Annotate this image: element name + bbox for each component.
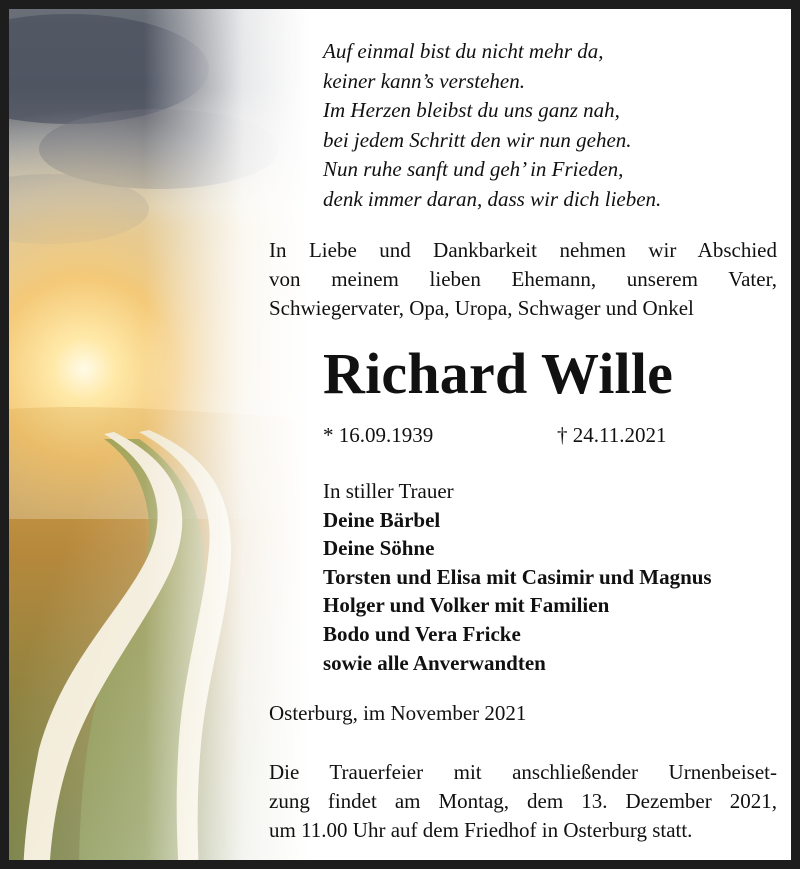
ceremony-line: Die Trauerfeier mit anschließender Urnenbeiset- — [269, 760, 777, 784]
ceremony-info — [269, 758, 777, 845]
mourner-name: Torsten und Elisa mit Casimir und Magnus — [323, 564, 712, 589]
poem-line: bei jedem Schritt den wir nun gehen. — [323, 127, 632, 152]
mourner-name: Holger und Volker mit Familien — [323, 593, 610, 618]
poem-line: keiner kann’s verstehen. — [323, 68, 525, 93]
mourner-name: Deine Bärbel — [323, 507, 441, 532]
deceased-name: Richard Wille — [323, 341, 674, 406]
poem-line: denk immer daran, dass wir dich lieben. — [323, 186, 662, 211]
poem-line: Nun ruhe sanft und geh’ in Frieden, — [323, 157, 624, 181]
intro-line: In Liebe und Dankbarkeit nehmen wir Abschied — [269, 238, 777, 262]
birth-date: * 16.09.1939 — [323, 423, 434, 447]
mourners-list — [323, 477, 712, 677]
place-and-date: Osterburg, im November 2021 — [269, 701, 527, 725]
mourner-name: sowie alle Anverwandten — [323, 650, 546, 675]
mourner-name: Bodo und Vera Fricke — [323, 621, 521, 646]
intro-line: Schwiegervater, Opa, Uropa, Schwager und Onkel — [269, 296, 694, 320]
poem-line: Auf einmal bist du nicht mehr da, — [323, 39, 604, 63]
poem-line: Im Herzen bleibst du uns ganz nah, — [323, 98, 620, 122]
death-date: † 24.11.2021 — [557, 423, 667, 447]
sunset-path-photo — [9, 9, 309, 869]
ceremony-line: um 11.00 Uhr auf dem Friedhof in Osterburg statt. — [269, 818, 693, 842]
memorial-poem — [323, 37, 661, 214]
mourner-name: Deine Söhne — [323, 536, 435, 561]
mourners-heading: In stiller Trauer — [323, 479, 454, 503]
intro-line: von meinem lieben Ehemann, unserem Vater, — [269, 267, 777, 291]
farewell-intro — [269, 236, 777, 323]
ceremony-line: zung findet am Montag, dem 13. Dezember 2021, — [269, 789, 777, 813]
